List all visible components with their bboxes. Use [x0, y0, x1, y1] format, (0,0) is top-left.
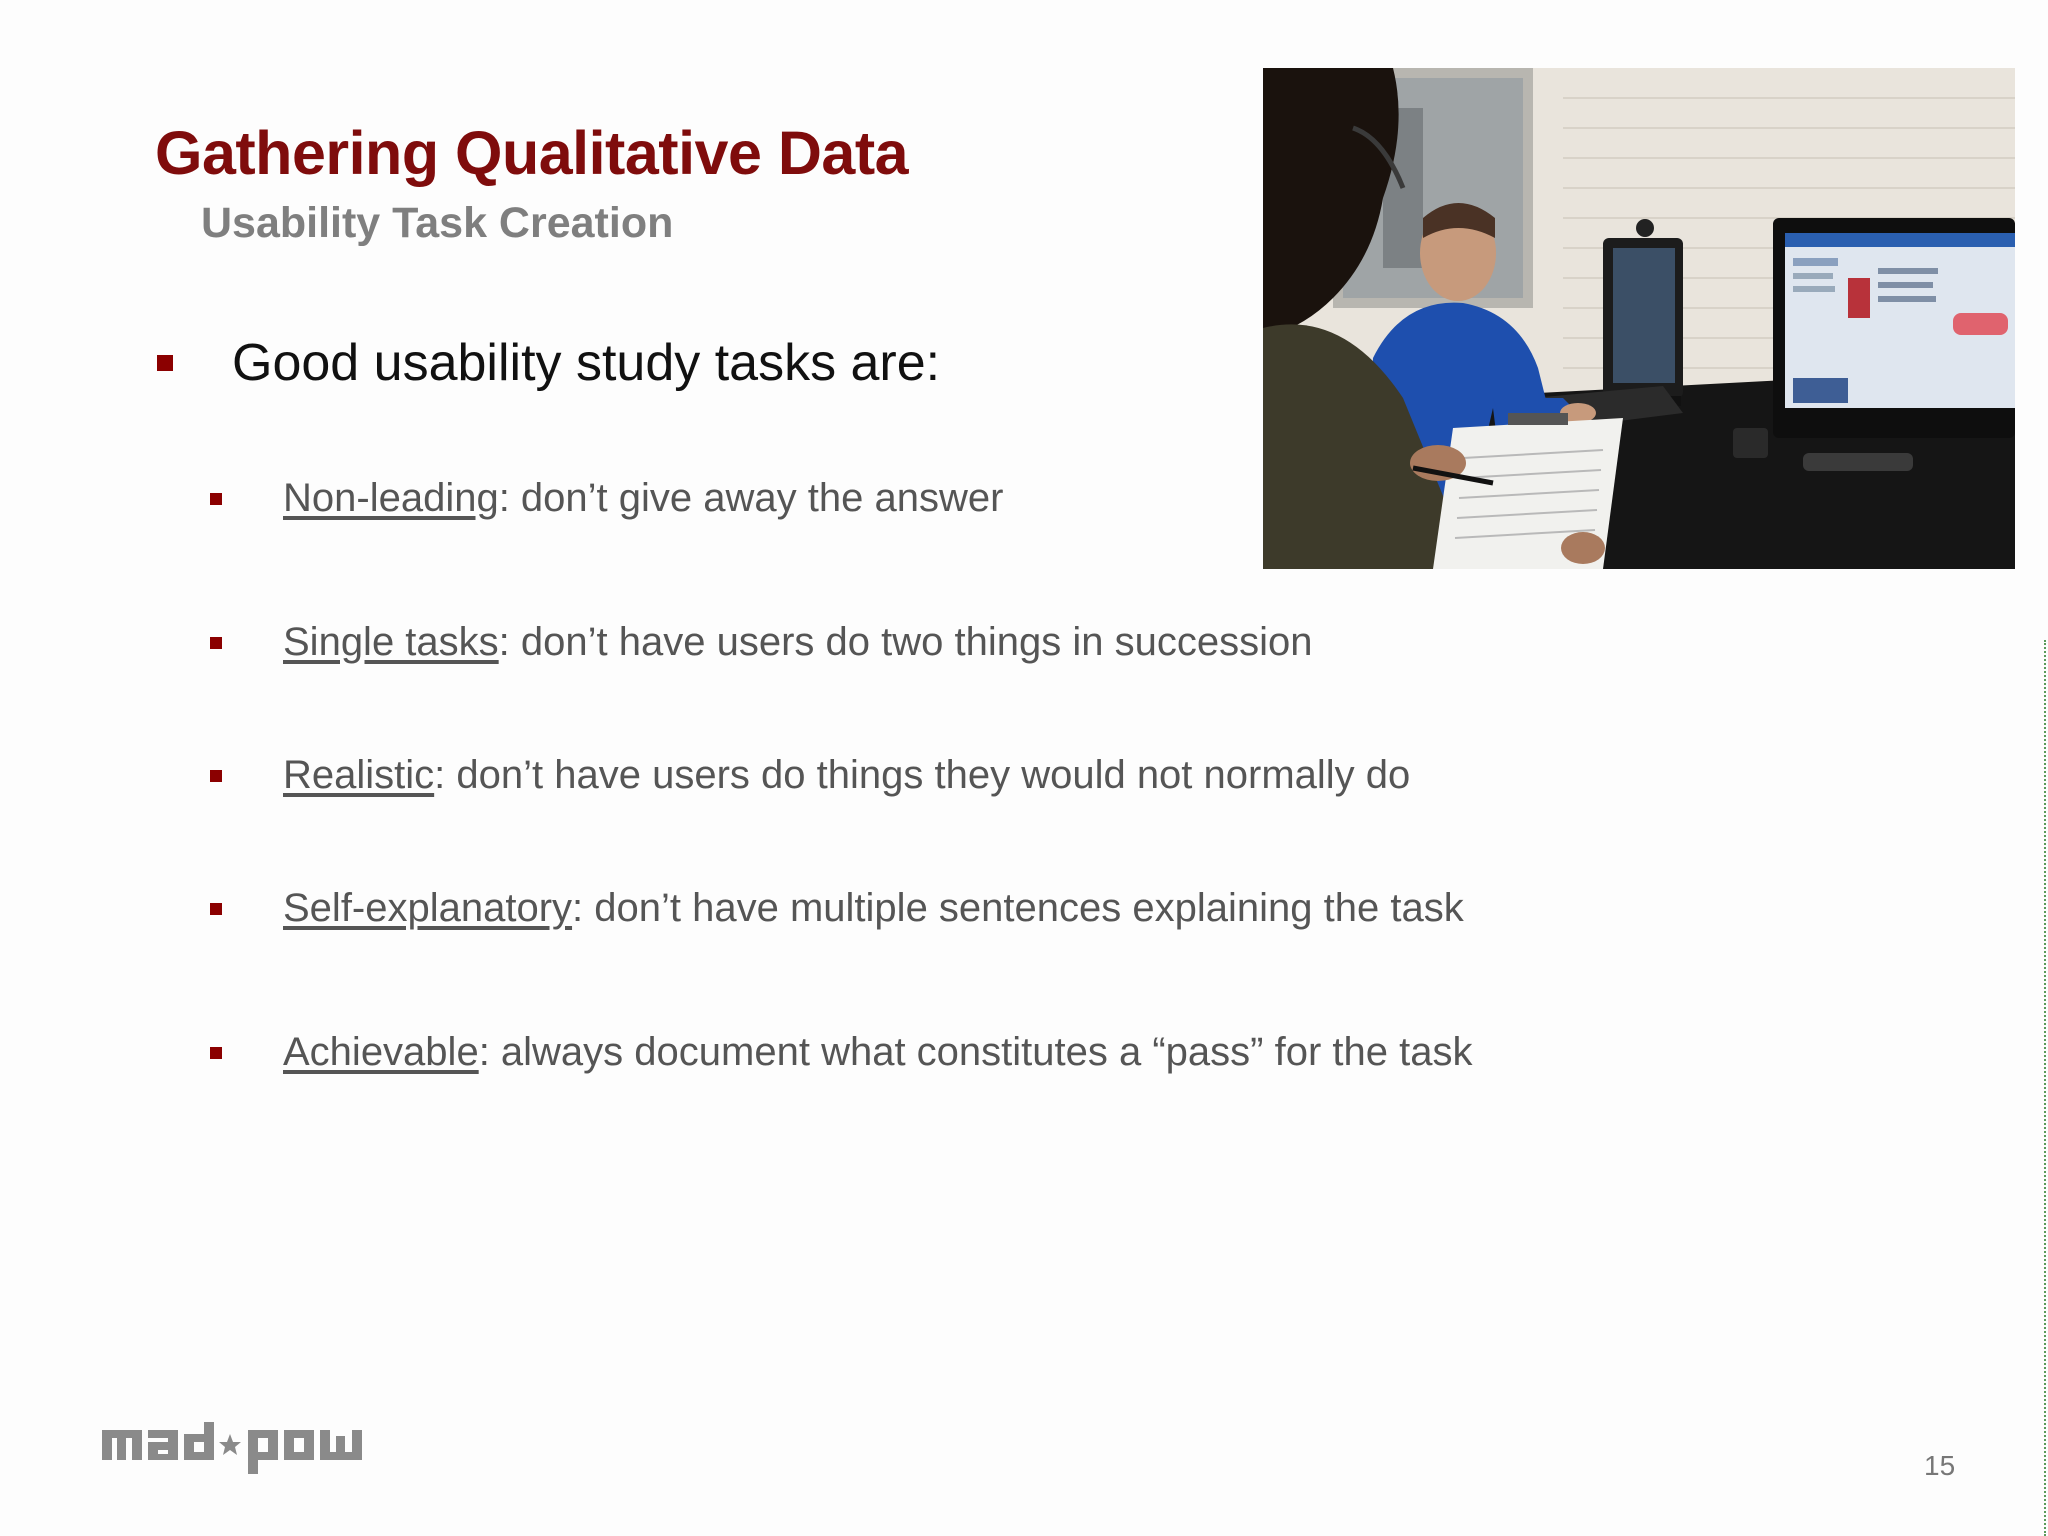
- bullet-square-icon: [157, 355, 173, 371]
- page-number: 15: [1924, 1450, 1956, 1481]
- slide-title: Gathering Qualitative Data: [155, 119, 909, 187]
- item-term: Single tasks: [283, 620, 499, 664]
- dotted-guide: [2044, 640, 2046, 1536]
- madpow-logo: [102, 1422, 362, 1483]
- main-bullet: [157, 333, 940, 393]
- item-term: Realistic: [283, 753, 435, 797]
- item-term: Non-leading: [283, 476, 499, 520]
- bullet-square-icon: [210, 770, 222, 782]
- list-item: [210, 1030, 1472, 1075]
- item-text: : don’t have users do two things in succession: [498, 620, 1313, 664]
- main-bullet-text: Good usability study tasks are:: [232, 334, 941, 392]
- bullet-square-icon: [210, 1047, 222, 1059]
- item-text: : don’t have multiple sentences explaining the task: [572, 886, 1464, 930]
- item-text: : always document what constitutes a “pass” for the task: [478, 1030, 1473, 1074]
- item-term: Achievable: [283, 1030, 479, 1074]
- item-text: : don’t give away the answer: [498, 476, 1004, 520]
- slide-subtitle: Usability Task Creation: [201, 199, 674, 247]
- usability-lab-photo: [1263, 68, 2015, 569]
- bullet-square-icon: [210, 637, 222, 649]
- bullet-square-icon: [210, 493, 222, 505]
- list-item: [210, 620, 1312, 665]
- list-item: [210, 753, 1410, 798]
- bullet-square-icon: [210, 903, 222, 915]
- item-text: : don’t have users do things they would not normally do: [434, 753, 1411, 797]
- list-item: [210, 476, 1003, 521]
- item-term: Self-explanatory: [283, 886, 573, 930]
- list-item: [210, 886, 1464, 931]
